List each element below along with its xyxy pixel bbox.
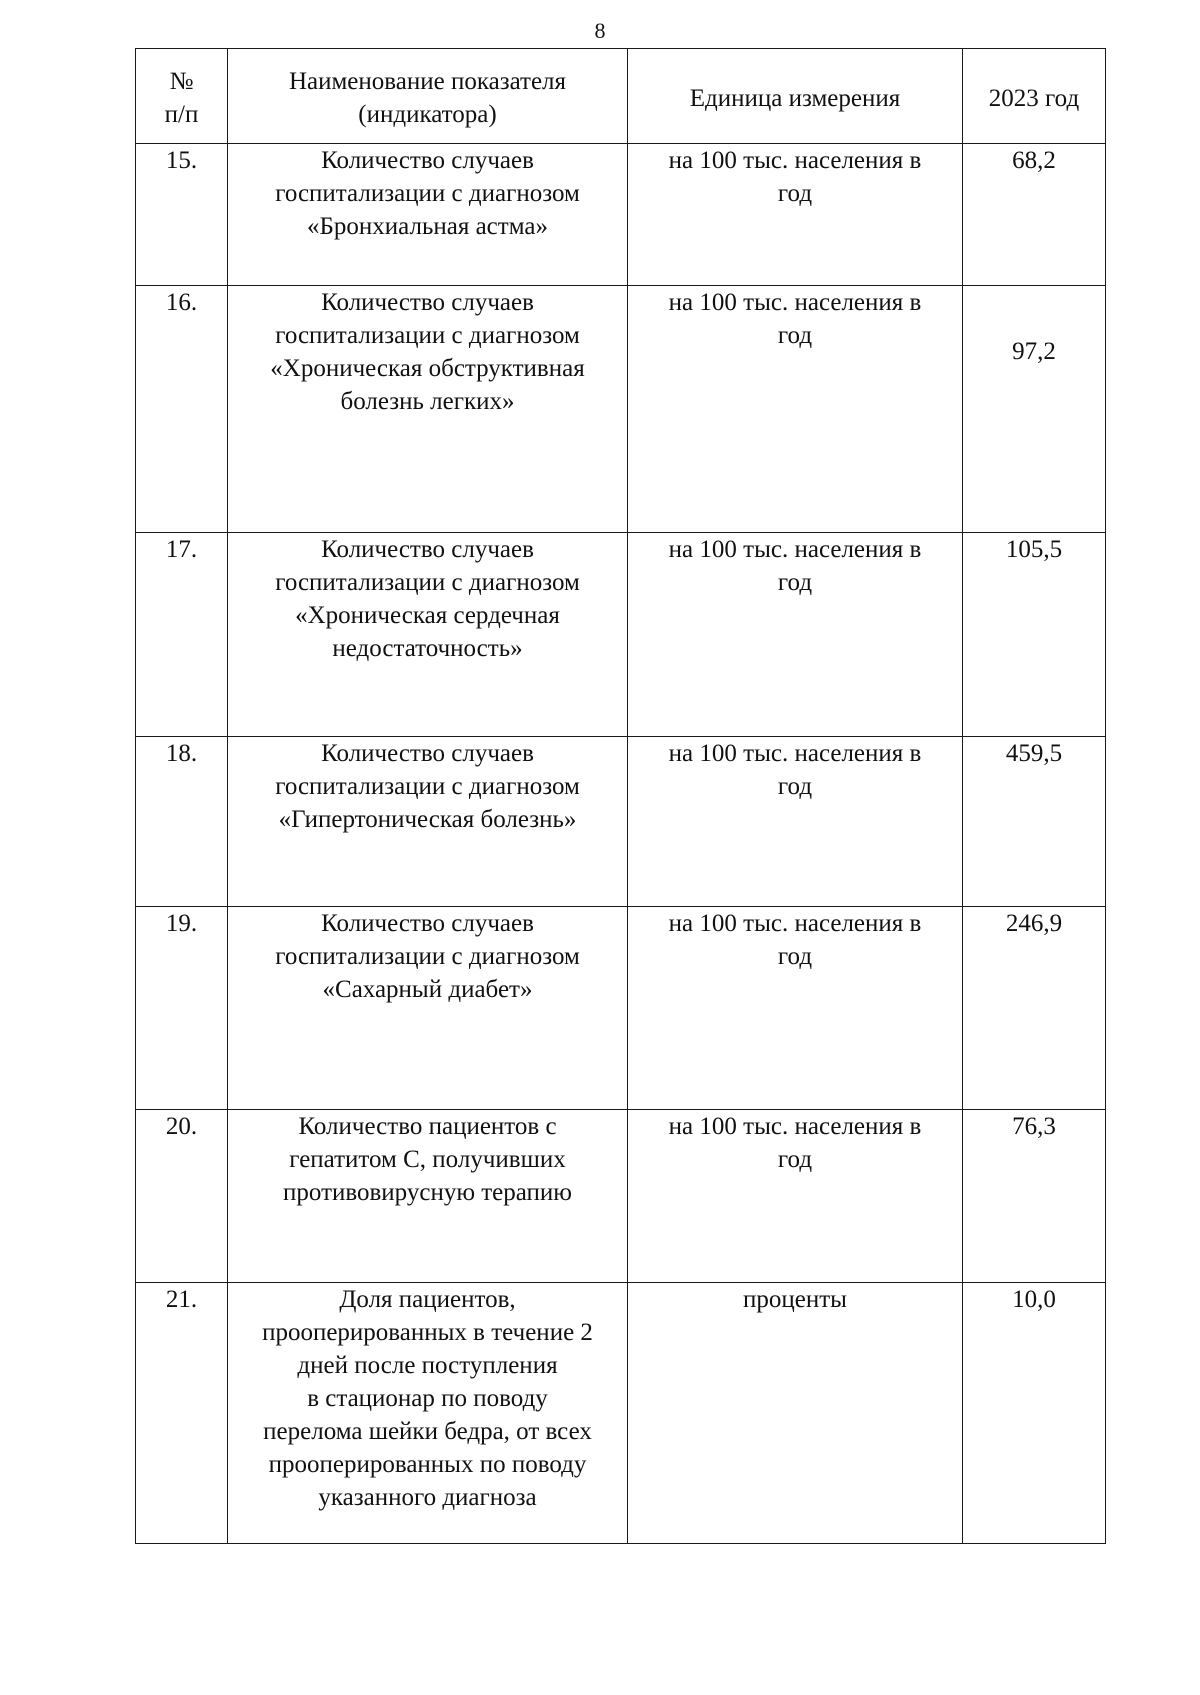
header-name-line: Наименование показателя <box>288 68 567 95</box>
unit-line: год <box>777 943 813 970</box>
row-number: 15. <box>136 144 228 286</box>
unit-line: на 100 тыс. населения в <box>668 536 922 563</box>
table-row <box>136 1110 1106 1283</box>
indicator-name-line: Количество случаев <box>321 147 534 174</box>
unit-of-measure <box>628 1110 963 1283</box>
indicator-name-line: гепатитом С, получивших <box>289 1146 566 1173</box>
unit-of-measure <box>628 907 963 1110</box>
table-row <box>136 907 1106 1110</box>
indicator-name-line: прооперированных по поводу <box>268 1451 587 1478</box>
unit-line: на 100 тыс. населения в <box>668 289 922 316</box>
indicator-name-line: «Гипертоническая болезнь» <box>278 806 577 833</box>
table-row <box>136 1283 1106 1544</box>
value-2023: 246,9 <box>963 907 1106 1110</box>
unit-of-measure <box>628 1283 963 1544</box>
indicator-name-line: «Бронхиальная астма» <box>307 213 548 240</box>
unit-of-measure <box>628 737 963 907</box>
row-number: 18. <box>136 737 228 907</box>
header-unit: Единица измерения <box>628 49 963 144</box>
page-number: 8 <box>594 18 606 43</box>
indicator-name-line: противовирусную терапию <box>283 1179 572 1206</box>
indicator-name <box>228 144 628 286</box>
unit-line: год <box>777 322 813 349</box>
indicator-name <box>228 1283 628 1544</box>
unit-of-measure <box>628 533 963 737</box>
indicator-name-line: госпитализации с диагнозом <box>275 569 580 596</box>
header-row <box>136 49 1106 144</box>
unit-of-measure <box>628 286 963 533</box>
indicator-name <box>228 1110 628 1283</box>
unit-line: год <box>777 569 813 596</box>
value-2023: 76,3 <box>963 1110 1106 1283</box>
table-row <box>136 286 1106 533</box>
unit-line: на 100 тыс. населения в <box>668 910 922 937</box>
indicator-name-line: Количество случаев <box>321 289 534 316</box>
unit-line: год <box>777 180 813 207</box>
indicator-name-line: «Хроническая обструктивная <box>270 355 585 382</box>
indicator-name-line: Количество случаев <box>321 910 534 937</box>
indicator-name-line: госпитализации с диагнозом <box>275 773 580 800</box>
header-year: 2023 год <box>963 49 1106 144</box>
header-name <box>228 49 628 144</box>
indicator-name-line: указанного диагноза <box>318 1484 537 1511</box>
value-2023: 459,5 <box>963 737 1106 907</box>
indicator-name-line: Доля пациентов, <box>339 1286 516 1313</box>
value-2023: 97,2 <box>963 286 1106 533</box>
indicator-name-line: Количество пациентов с <box>298 1113 557 1140</box>
header-num <box>136 49 228 144</box>
indicator-name <box>228 737 628 907</box>
header-name-line: (индикатора) <box>358 101 497 128</box>
unit-line: год <box>777 1146 813 1173</box>
table-row <box>136 737 1106 907</box>
indicator-name-line: Количество случаев <box>321 536 534 563</box>
value-2023: 10,0 <box>963 1283 1106 1544</box>
indicator-name-line: Количество случаев <box>321 740 534 767</box>
indicator-name-line: болезнь легких» <box>340 388 515 415</box>
indicator-name-line: в стационар по поводу <box>307 1385 548 1412</box>
value-2023: 105,5 <box>963 533 1106 737</box>
indicator-name <box>228 907 628 1110</box>
row-number: 21. <box>136 1283 228 1544</box>
row-number: 20. <box>136 1110 228 1283</box>
table-row <box>136 144 1106 286</box>
indicators-table <box>135 48 1106 1544</box>
indicator-name-line: госпитализации с диагнозом <box>275 322 580 349</box>
indicator-name <box>228 286 628 533</box>
unit-line: на 100 тыс. населения в <box>668 1113 922 1140</box>
unit-of-measure <box>628 144 963 286</box>
unit-line: год <box>777 773 813 800</box>
header-num-line: № <box>169 68 194 95</box>
indicator-name-line: госпитализации с диагнозом <box>275 180 580 207</box>
indicator-name-line: «Сахарный диабет» <box>322 976 533 1003</box>
value-2023: 68,2 <box>963 144 1106 286</box>
header-num-line: п/п <box>164 101 199 128</box>
indicator-name-line: перелома шейки бедра, от всех <box>263 1418 592 1445</box>
table-row <box>136 533 1106 737</box>
row-number: 19. <box>136 907 228 1110</box>
indicator-name-line: недостаточность» <box>332 635 523 662</box>
indicator-name <box>228 533 628 737</box>
unit-line: проценты <box>743 1286 847 1313</box>
unit-line: на 100 тыс. населения в <box>668 147 922 174</box>
indicator-name-line: дней после поступления <box>297 1352 558 1379</box>
indicator-name-line: госпитализации с диагнозом <box>275 943 580 970</box>
unit-line: на 100 тыс. населения в <box>668 740 922 767</box>
indicator-name-line: прооперированных в течение 2 <box>262 1319 593 1346</box>
row-number: 16. <box>136 286 228 533</box>
indicator-name-line: «Хроническая сердечная <box>295 602 560 629</box>
row-number: 17. <box>136 533 228 737</box>
